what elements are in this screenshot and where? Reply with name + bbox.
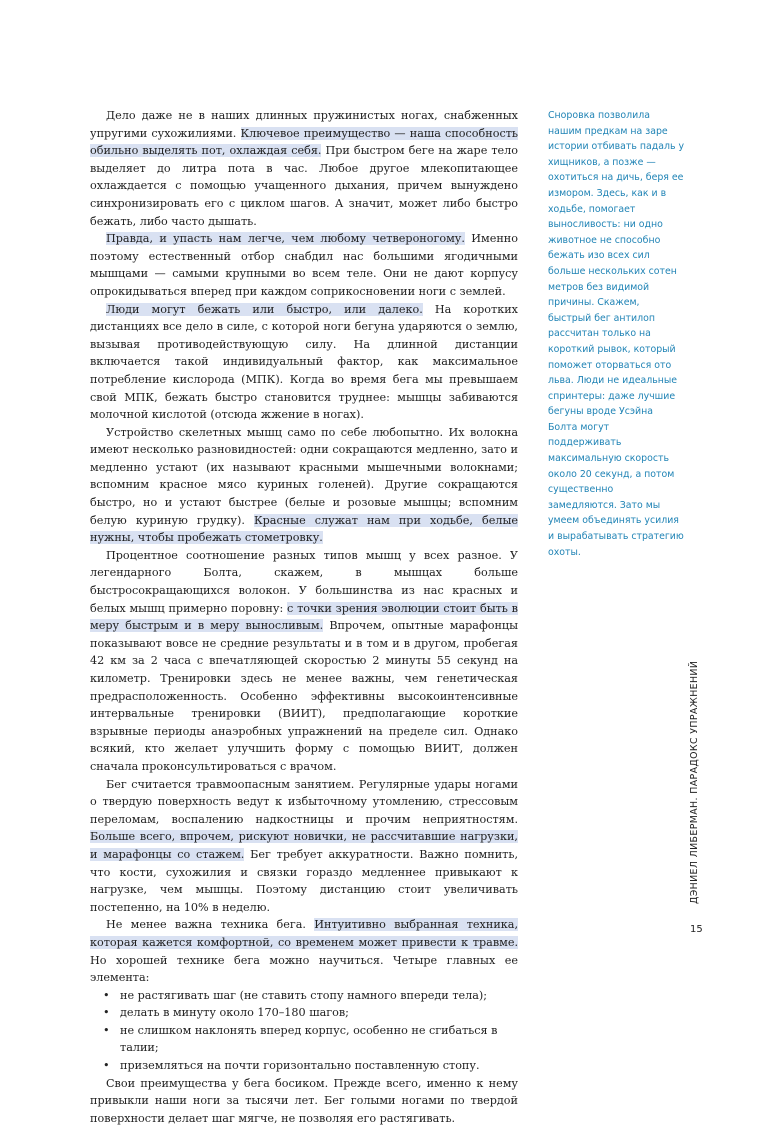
list-item-text: не слишком наклонять вперед корпус, особенно не сгибаться в талии; <box>120 1023 498 1055</box>
text-run: Но хорошей технике бега можно научиться. Четыре главных ее элемента: <box>90 953 518 985</box>
text-run: На коротких дистанциях все дело в силе, с которой ноги бегуна ударяются о землю, вызывая противодействующую силу. На длинной дистанции включается такой индивидуальный фактор, как максимальное потребление кислорода (МПК). Когда во время бега мы превышаем свой МПК, бежать быстро становится труднее: мышцы забиваются молочной кислотой (отсюда жжение в ногах). <box>90 302 518 422</box>
paragraph <box>90 301 518 424</box>
highlighted-text: Люди могут бежать или быстро, или далеко. <box>106 302 423 316</box>
paragraph <box>90 230 518 300</box>
list-item-text: не растягивать шаг (не ставить стопу намного впереди тела); <box>120 988 488 1002</box>
bullet-icon: • <box>103 1006 110 1020</box>
main-text <box>90 107 518 1127</box>
body-paragraphs <box>90 107 518 987</box>
highlighted-text: Красные служат нам при ходьбе, белые нужны, чтобы пробежать стометровку. <box>90 513 518 545</box>
list-item <box>90 987 518 1005</box>
text-run: Не менее важна техника бега. <box>106 918 315 932</box>
highlighted-text: с точки зрения эволюции стоит быть в меру быстрым и в меру выносливым. <box>90 601 518 633</box>
paragraph <box>90 547 518 776</box>
paragraph <box>90 107 518 230</box>
highlighted-text: Больше всего, впрочем, рискуют новички, не рассчитавшие нагрузки, и марафонцы со стажем. <box>90 830 518 861</box>
bullet-icon: • <box>103 988 110 1002</box>
paragraph <box>90 776 518 917</box>
list-item <box>90 1004 518 1022</box>
text-run: При быстром беге на жаре тело выделяет до литра пота в час. Любое другое млекопитающее охлаждается с помощью учащенного дыхания, причем вынуждено синхронизировать его с циклом шагов. А значит, может либо быстро бежать, либо часто дышать. <box>90 144 518 228</box>
running-head: ДЭНИЕЛ ЛИБЕРМАН. ПАРАДОКС УПРАЖНЕНИЙ <box>689 660 700 904</box>
text-run: Дело даже не в наших длинных пружинистых ногах, снабженных упругими сухожилиями. <box>90 109 518 140</box>
paragraph <box>90 424 518 547</box>
sidenote: Сноровка позволила нашим предкам на заре истории отбивать падаль у хищников, а позже — охотиться на дичь, беря ее измором. Здесь, как и в ходьбе, помогает выносливость: ни одно животное не способно бежать изо всех сил больше нескольких сотен метров без видимой причины. Скажем, быстрый бег антилоп рассчитан только на короткий рывок, который поможет оторваться ото льва. Люди не идеальные спринтеры: даже лучшие бегуны вроде Усэйна Болта могут поддерживать максимальную скорость около 20 секунд, а потом существенно замедляются. Зато мы умеем объединять усилия и вырабатывать стратегию охоты. <box>548 110 685 558</box>
text-run: Впрочем, опытные марафонцы показывают вовсе не средние результаты и в том и в другом, пробегая 42 км за 2 часа с впечатляющей скоростью 2 минуты 55 секунд на километр. Тренировки здесь не менее важны, чем генетическая предрасположенность. Особенно эффективны высокоинтенсивные интервальные тренировки (ВИИТ), предполагающие короткие взрывные периоды анаэробных упражнений на пределе сил. Однако всякий, кто желает улучшить форму с помощью ВИИТ, должен сначала проконсультироваться с врачом. <box>90 619 518 773</box>
text-run: Устройство скелетных мышц само по себе любопытно. Их волокна имеют несколько разновидностей: одни сокращаются медленно, зато и медленно устают (их называют красными мышечными волокнами; вспомним красное мясо куриных голеней). Другие сокращаются быстро, но и устают быстрее (белые и розовые мышцы; вспомним белую куриную грудку). <box>90 425 518 527</box>
text-run: Процентное соотношение разных типов мышц у всех разное. У легендарного Болта, скажем, в мышцах больше быстросокращающихся волокон. У большинства из нас красных и белых мышц примерно поровну: <box>90 548 518 615</box>
text-run: Бег считается травмоопасным занятием. Регулярные удары ногами о твердую поверхность ведут к избыточному утомлению, стрессовым переломам, воспалению надкостницы и прочим неприятностям. <box>90 777 518 826</box>
page-number: 15 <box>690 924 703 935</box>
paragraph <box>90 916 518 986</box>
highlighted-text: Ключевое преимущество — наша способность обильно выделять пот, охлаждая себя. <box>90 126 518 158</box>
text-run: Бег требует аккуратности. Важно помнить, что кости, сухожилия и связки гораздо медленнее привыкают к нагрузке, чем мышцы. Поэтому дистанцию стоит увеличивать постепенно, на 10% в неделю. <box>90 847 519 914</box>
list-item-text: приземляться на почти горизонтально поставленную стопу. <box>120 1059 480 1073</box>
text-run: Именно поэтому естественный отбор снабдил нас большими ягодичными мышцами — самыми крупными во всем теле. Они не дают корпусу опрокидываться вперед при каждом соприкосновении ноги с землей. <box>90 232 518 298</box>
highlighted-text: Интуитивно выбранная техника, которая кажется комфортной, со временем может привести к травме. <box>90 918 518 949</box>
list-item <box>90 1057 518 1075</box>
bullet-icon: • <box>103 1059 110 1073</box>
bullet-icon: • <box>103 1023 110 1037</box>
highlighted-text: Правда, и упасть нам легче, чем любому четвероногому. <box>106 232 465 246</box>
list-item <box>90 1022 518 1057</box>
paragraph-barefoot: Свои преимущества у бега босиком. Прежде всего, именно к нему привыкли наши ноги за тысячи лет. Бег голыми ногами по твердой поверхности делает шаг мягче, не позволяя его растягивать. <box>90 1076 518 1125</box>
list-item-text: делать в минуту около 170–180 шагов; <box>120 1006 349 1020</box>
